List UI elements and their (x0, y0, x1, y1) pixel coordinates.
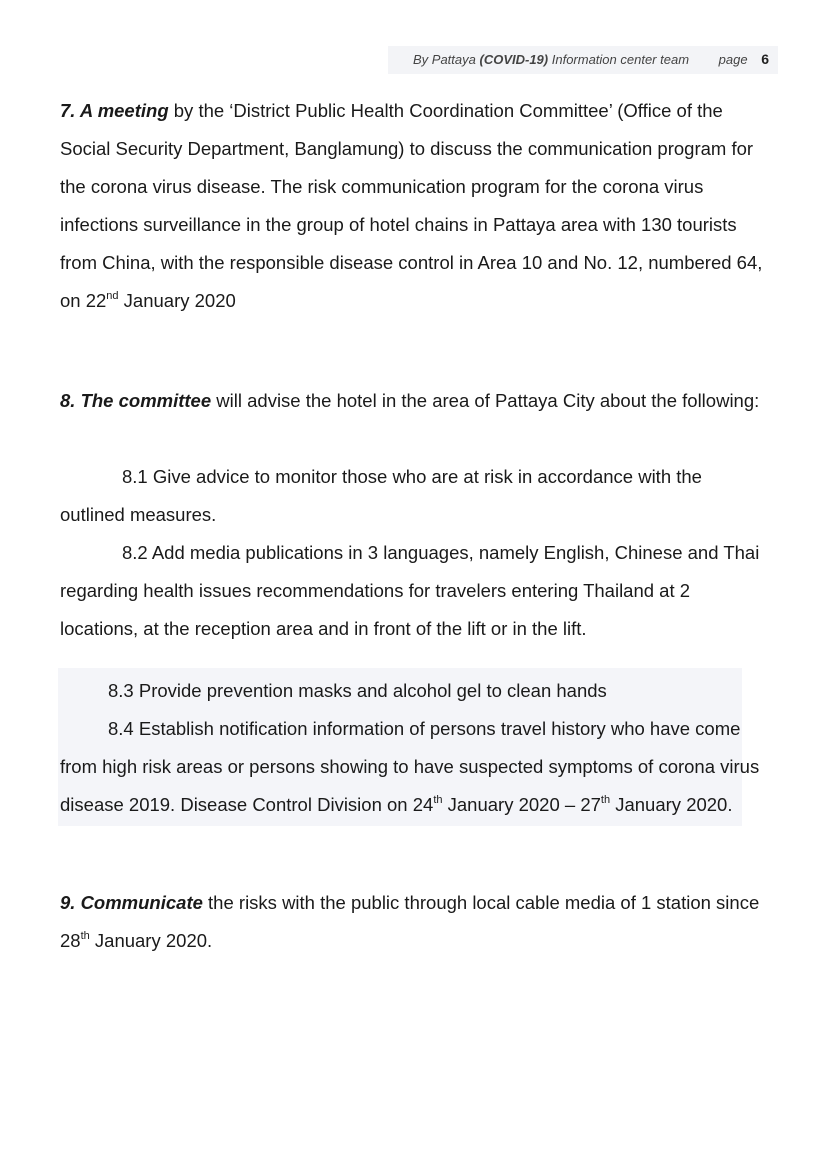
section-7-lead: 7. A meeting (60, 100, 169, 121)
section-9-lead: 9. Communicate (60, 892, 203, 913)
section-8-item-2: 8.2 Add media publications in 3 languages, namely English, Chinese and Thai regarding health issues recommendations for travelers entering Thailand at 2 locations, at the reception area and in front of the lift or in the lift. (60, 542, 760, 639)
section-9-date-end: January 2020. (89, 930, 213, 951)
section-7-text: by the ‘District Public Health Coordination Committee’ (Office of the Social Security Department, Banglamung) to discuss the communication program for the corona virus disease. The risk communication program for the corona virus infections surveillance in the group of hotel chains in Pattaya area with 130 tourists from China, with the responsible disease control in Area 10 and No. 12, numbered 64, on 22 (60, 100, 763, 311)
section-8-item-3: 8.3 Provide prevention masks and alcohol gel to clean hands (108, 680, 607, 701)
section-8-item-4-range: January 2020 – 27 (442, 794, 601, 815)
header-prefix: By Pattaya (412, 52, 476, 67)
section-9-text: the risks with the public through local cable media of 1 station since 28 (60, 892, 760, 951)
section-7-date-end: January 2020 (118, 290, 236, 311)
header-org: (COVID-19) (479, 52, 549, 67)
section-8-item-4-end: January 2020. (610, 794, 733, 815)
section-8-text: will advise the hotel in the area of Pattaya City about the following: (211, 390, 760, 411)
section-8-item-4-sup-1: th (433, 794, 443, 806)
page-number: 6 (761, 51, 769, 67)
section-7-paragraph (60, 92, 770, 320)
header-page-label: page (718, 52, 748, 67)
section-7-sup: nd (106, 290, 119, 302)
section-8-item-1: 8.1 Give advice to monitor those who are at risk in accordance with the outlined measures. (60, 466, 702, 525)
section-8-item-4 (60, 710, 770, 824)
header-suffix: Information center team (551, 52, 690, 67)
section-8-lead: 8. The committee (60, 390, 212, 411)
section-8-item-4-sup-2: th (600, 794, 611, 806)
section-9-sup: th (80, 930, 90, 942)
page-header (0, 51, 769, 67)
section-8-paragraph (60, 382, 770, 420)
section-9-paragraph (60, 884, 770, 960)
section-8-item-4-text: 8.4 Establish notification information of persons travel history who have come from high risk areas or persons showing to have suspected symptoms of corona virus disease 2019. Disease Control Division on 24 (60, 718, 760, 815)
